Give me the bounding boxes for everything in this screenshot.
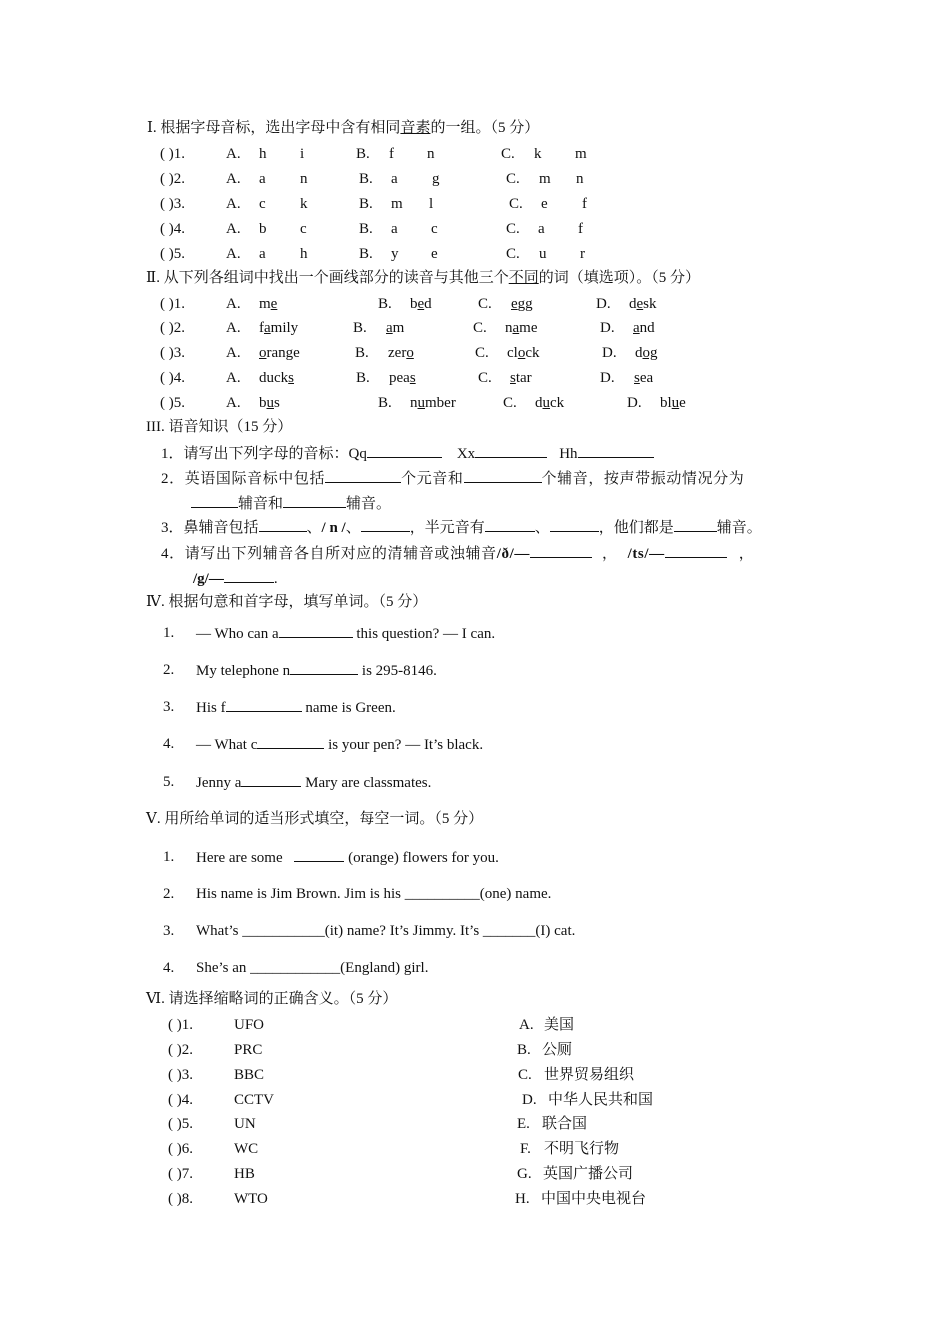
s3-q4-line1: 4．请写出下列辅音各自所对应的清辅音或浊辅音/ð/— ， /ts/— ， xyxy=(161,543,754,564)
section-1-heading: Ⅰ. 根据字母音标，选出字母中含有相同音素的一组。（5 分） xyxy=(147,120,540,136)
s3-q2-line2: 辅音和 辅音。 xyxy=(191,493,391,514)
section-6-heading: Ⅵ. 请选择缩略词的正确含义。（5 分） xyxy=(146,991,398,1007)
s3-q3: 3．鼻辅音包括 、/ n /、 ，半元音有 、 ，他们都是 辅音。 xyxy=(161,517,762,538)
section-2-heading: Ⅱ. 从下列各组词中找出一个画线部分的读音与其他三个不同的词（填选项）。（5 分） xyxy=(146,270,700,286)
s3-q1: 1．请写出下列字母的音标：Qq Xx Hh xyxy=(161,443,654,464)
s3-q4-line2: /g/— . xyxy=(193,568,278,589)
section-4-heading: Ⅳ. 根据句意和首字母，填写单词。（5 分） xyxy=(146,594,428,610)
section-5-heading: Ⅴ. 用所给单词的适当形式填空，每空一词。（5 分） xyxy=(146,811,484,827)
worksheet-page: Ⅰ. 根据字母音标，选出字母中含有相同音素的一组。（5 分） ( )1. A. h i B. f n C. k m ( )2. A. a n B. a g C. m n ( )3. A. c k B. m l C. e f ( )4. A. b c B. a c C. a f ( )5. A. a h B. y e C. u r Ⅱ. 从下列各组词中找出一个画线部分的读音与其他三个不同的词（填选项）。（5 分） ( )1. A. me B. bed C. egg D. desk ( )2. A. family B. am C. name D. and ( )3. A. orange B. zero C. clock D. dog ( )4. A. ducks B. peas C. star D. sea ( )5. A. bus B. number C. duck D. blue III. 语音知识（15 分） 1．请写出下列字母的音标：Qq Xx Hh 2．英语国际音标中包括 个元音和 个辅音，按声带振动情况分为 辅音和 辅音。 3．鼻辅音包括 、/ n /、 ，半元音有 、 ，他们都是 辅音。 4．请写出下列辅音各自所对应的清辅音或浊辅音/ð/— ， /ts/— ， /g/— . Ⅳ. 根据句意和首字母，填写单词。（5 分） 1. — Who can a this question? — I can. 2. My telephone n is 295-8146. 3. His f name is Green. 4. — What c is your pen? — It’s black. 5. Jenny a Mary are classmates. Ⅴ. 用所给单词的适当形式填空，每空一词。（5 分） 1. Here are some (orange) flowers for you. 2. His name is Jim Brown. Jim is his __________(one) name. 3. What’s ___________(it) name? It’s Jimmy. It’s _______(I) cat. 4. She’s an ____________(England) girl. Ⅵ. 请选择缩略词的正确含义。（5 分） ( )1. UFO A. 美国 ( )2. PRC B. 公厕 ( )3. BBC C. 世界贸易组织 ( )4. CCTV D. 中华人民共和国 ( )5. UN E. 联合国 ( )6. WC F. 不明飞行物 ( )7. HB G. 英国广播公司 ( )8. WTO H. 中国中央电视台 xyxy=(146,120,762,1207)
section-3-heading: III. 语音知识（15 分） xyxy=(146,419,293,435)
s3-q2-line1: 2．英语国际音标中包括 个元音和 个辅音，按声带振动情况分为 xyxy=(161,468,744,489)
